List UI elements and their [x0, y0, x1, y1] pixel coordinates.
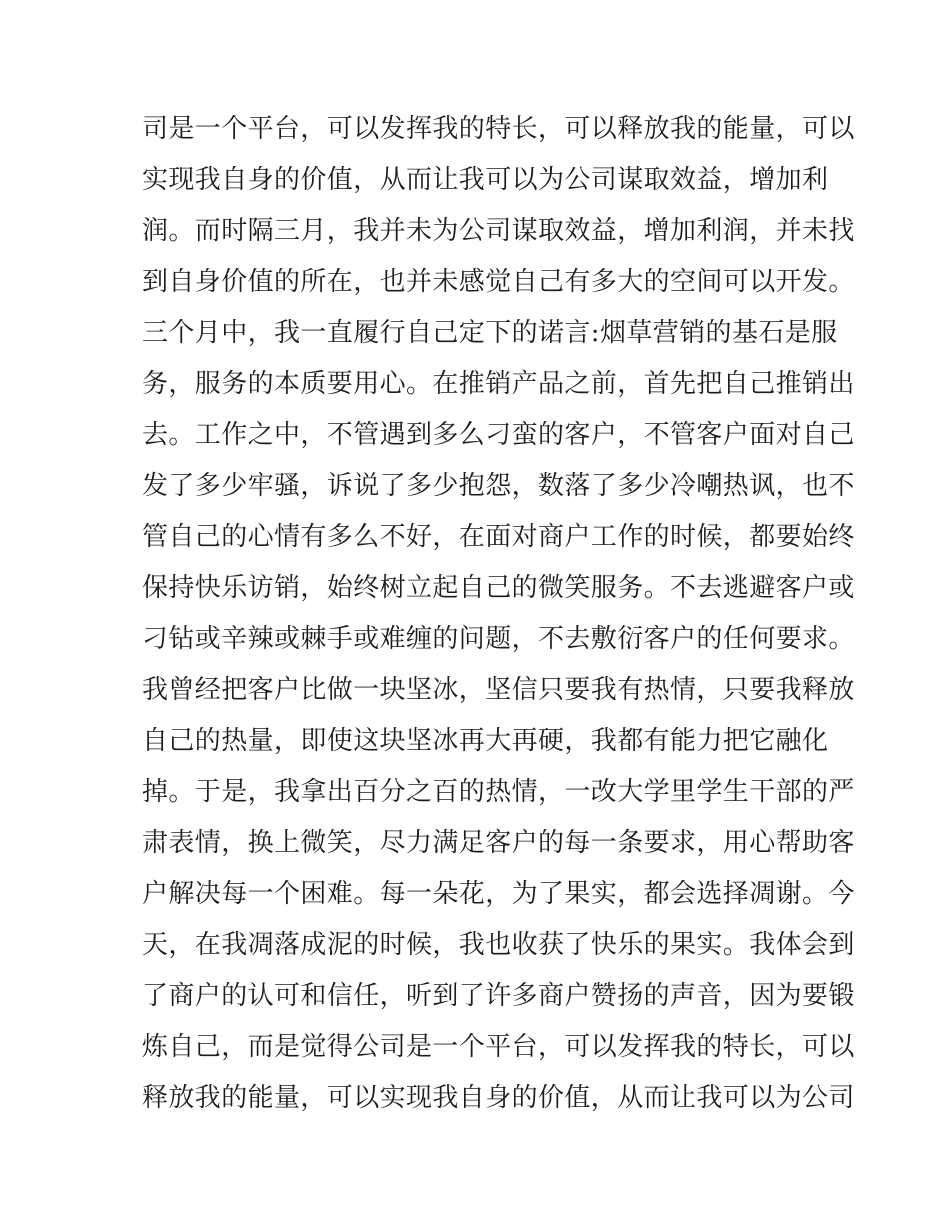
text-line-6: 务，服务的本质要用心。在推销产品之前，首先把自己推销出 [142, 369, 855, 399]
text-line-20: 释放我的能量，可以实现我自身的价值，从而让我可以为公司 [142, 1083, 855, 1113]
text-line-15: 肃表情，换上微笑，尽力满足客户的每一条要求，用心帮助客 [142, 828, 855, 858]
text-line-17: 天，在我凋落成泥的时候，我也收获了快乐的果实。我体会到 [142, 930, 855, 960]
text-line-16: 户解决每一个困难。每一朵花，为了果实，都会选择凋谢。今 [142, 879, 855, 909]
text-line-4: 到自身价值的所在，也并未感觉自己有多大的空间可以开发。 [142, 267, 855, 297]
text-line-2: 实现我自身的价值，从而让我可以为公司谋取效益，增加利 [142, 165, 829, 195]
text-line-9: 管自己的心情有多么不好，在面对商户工作的时候，都要始终 [142, 522, 855, 552]
text-line-5: 三个月中，我一直履行自己定下的诺言:烟草营销的基石是服 [142, 318, 838, 348]
text-line-12: 我曾经把客户比做一块坚冰，坚信只要我有热情，只要我释放 [142, 675, 855, 705]
text-line-8: 发了多少牢骚，诉说了多少抱怨，数落了多少冷嘲热讽，也不 [142, 471, 855, 501]
text-line-14: 掉。于是，我拿出百分之百的热情，一改大学里学生干部的严 [142, 777, 855, 807]
text-line-18: 了商户的认可和信任，听到了许多商户赞扬的声音，因为要锻 [142, 981, 855, 1011]
text-line-13: 自己的热量，即使这块坚冰再大再硬，我都有能力把它融化 [142, 726, 829, 756]
text-line-3: 润。而时隔三月，我并未为公司谋取效益，增加利润，并未找 [142, 216, 855, 246]
text-line-19: 炼自己，而是觉得公司是一个平台，可以发挥我的特长，可以 [142, 1032, 855, 1062]
text-line-7: 去。工作之中，不管遇到多么刁蛮的客户，不管客户面对自己 [142, 420, 855, 450]
text-line-11: 刁钻或辛辣或棘手或难缠的问题，不去敷衍客户的任何要求。 [142, 624, 855, 654]
text-line-10: 保持快乐访销，始终树立起自己的微笑服务。不去逃避客户或 [142, 573, 855, 603]
body-text [142, 104, 855, 1124]
text-line-1: 司是一个平台，可以发挥我的特长，可以释放我的能量，可以 [142, 114, 855, 144]
